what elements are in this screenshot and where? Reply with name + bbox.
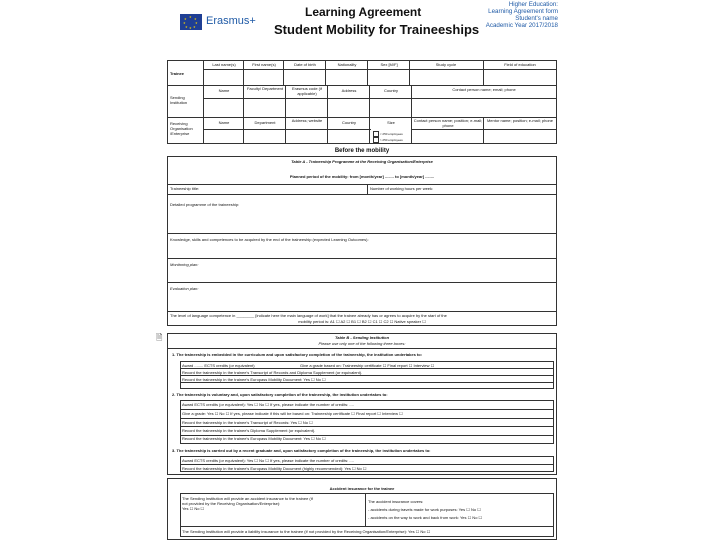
- size-option-label: > 250 employees: [379, 137, 403, 142]
- table-b-title: Table B - Sending Institution: [334, 335, 390, 340]
- planned-period: Planned period of the mobility: from [month/year] ........ to [month/year] ........: [289, 174, 435, 179]
- document-icon: 🗎: [156, 333, 163, 342]
- receiving-label: Receiving Organisation /Enterprise: [170, 121, 193, 136]
- working-hours-label: Number of working hours per week:: [370, 186, 434, 191]
- trainee-label: Trainee: [170, 71, 185, 76]
- row-text: Record the traineeship in the trainee's Europass Mobility Document: Yes ☐ No ☐: [182, 436, 326, 441]
- insurance-text: The Sending Institution will provide an accident insurance to the trainee (if: [182, 496, 313, 501]
- sending-label: Sending Institution: [170, 95, 188, 105]
- insurance-left: [182, 496, 362, 511]
- traineeship-title-label: Traineeship title:: [170, 186, 200, 191]
- header-cell: Study cycle: [435, 62, 457, 67]
- row-text: Give a grade: Yes ☐ No ☐ If yes, please indicate if this will be based on: Traineeship certificate ☐ Final report ☐ Interview ☐: [182, 411, 403, 416]
- erasmus-logo: Erasmus+: [206, 15, 256, 27]
- insurance-text: - accidents on the way to work and back from work: Yes ☐ No ☐: [368, 515, 483, 520]
- knowledge-skills-label: Knowledge, skills and competences to be acquired by the end of the traineeship (expected Learning Outcomes):: [170, 237, 369, 242]
- header-cell: Department: [254, 120, 276, 125]
- row-text: Award ........ ECTS credits (or equivalent): [182, 363, 255, 368]
- header-cell: Mentor name; position; e-mail; phone: [486, 118, 554, 123]
- header-line: Higher Education:: [508, 1, 558, 8]
- evaluation-plan-label: Evaluation plan:: [170, 286, 199, 291]
- liability-line: The Sending Institution will provide a liability insurance to the trainee (if not provided by the Receiving Organisation/Enterprise): Yes ☐ No ☐: [182, 529, 431, 534]
- size-option-label: < 250 employees: [379, 131, 403, 136]
- header-cell: Country: [341, 120, 356, 125]
- row-text: Record the traineeship in the trainee's Europass Mobility Document: Yes ☐ No ☐: [182, 377, 326, 382]
- before-mobility-heading: Before the mobility: [334, 148, 390, 154]
- eu-flag-logo: ★ ★ ★ ★ ★ ★ ★ ★: [180, 14, 202, 30]
- row-text: Record the traineeship in the trainee's Diploma Supplement (or equivalent).: [182, 428, 316, 433]
- document-title: Learning Agreement: [305, 5, 422, 19]
- header-cell: Size: [387, 120, 395, 125]
- header-cell: Contact person name; position; e-mail; phone: [413, 118, 483, 128]
- row-text: Give a grade based on: Traineeship certificate ☐ Final report ☐ Interview ☐: [300, 363, 435, 368]
- insurance-right: [368, 499, 552, 520]
- section-1-heading: 1. The traineeship is embedded in the curriculum and upon satisfactory completion of the traineeship, the institution undertakes to:: [172, 352, 423, 357]
- insurance-text: Yes ☐ No ☐: [182, 506, 205, 511]
- size-large-checkbox[interactable]: [373, 137, 379, 143]
- row-text: Award ECTS credits (or equivalent): Yes ☐ No ☐ If yes, please indicate the number of credits: ....: [182, 402, 354, 407]
- header-cell: Name: [218, 120, 230, 125]
- insurance-text: The accident insurance covers:: [368, 499, 424, 504]
- row-text: Award ECTS credits (or equivalent): Yes ☐ No ☐ If yes, please indicate the number of credits: ....: [182, 458, 354, 463]
- section-1-rows: [182, 363, 552, 382]
- header-cell: Sex [M/F]: [380, 62, 398, 67]
- table-b-note: Please use only one of the following three boxes:: [318, 341, 406, 346]
- insurance-text: - accidents during travels made for work purposes: Yes ☐ No ☐: [368, 507, 481, 512]
- header-cell: Date of birth: [294, 62, 316, 67]
- size-options: [372, 131, 412, 143]
- header-line: Student's name: [515, 15, 558, 22]
- insurance-text: not provided by the Receiving Organisation/Enterprise):: [182, 501, 281, 506]
- language-line-1: The level of language competence in ________ [indicate here the main language of work] that the trainee already has or agrees to acquire by the start of the: [170, 313, 447, 318]
- header-cell: Erasmus code (if applicable): [291, 86, 322, 96]
- detailed-programme-label: Detailed programme of the traineeship:: [170, 202, 240, 207]
- table-a-title: Table A - Traineeship Programme at the Receiving Organisation/Enterprise: [291, 159, 433, 164]
- parties-table: [167, 60, 557, 144]
- header-cell: Field of education: [504, 62, 536, 67]
- header-cell: Name: [218, 88, 230, 93]
- header-cell: Address: [341, 88, 357, 93]
- header-cell: Nationality: [337, 62, 357, 67]
- row-text: Record the traineeship in the trainee's Transcript of Records: Yes ☐ No ☐: [182, 420, 313, 425]
- document-subtitle: Student Mobility for Traineeships: [274, 22, 480, 37]
- language-line-2: mobility period is: A1 ☐ A2 ☐ B1 ☐ B2 ☐ C1 ☐ C2 ☐ Native speaker ☐: [298, 319, 426, 324]
- header-cell: Faculty/ Department: [246, 86, 283, 91]
- section-3-heading: 3. The traineeship is carried out by a recent graduate and, upon satisfactory completion of the traineeship, the institution undertakes to:: [172, 448, 431, 453]
- header-cell: First name(s): [252, 62, 276, 67]
- header-right-block: [468, 1, 558, 29]
- header-cell: Address; website: [291, 118, 323, 123]
- header-cell: Country: [383, 88, 398, 93]
- row-text: Record the traineeship in the trainee's Transcript of Records and Diploma Supplement (or equivalent).: [182, 370, 363, 375]
- header-line: Learning Agreement form: [488, 8, 558, 15]
- header-cell: Contact person name; email; phone: [452, 87, 516, 92]
- header-cell: Last name(s): [212, 62, 236, 67]
- insurance-heading: Accident insurance for the trainee: [329, 486, 395, 491]
- section-2-heading: 2. The traineeship is voluntary and, upon satisfactory completion of the traineeship, the institution undertakes to:: [172, 392, 388, 397]
- monitoring-plan-label: Monitoring plan:: [170, 262, 199, 267]
- header-line: Academic Year 2017/2018: [485, 22, 558, 29]
- row-text: Record the traineeship in the trainee's Europass Mobility Document (highly recommended): Yes ☐ No ☐: [182, 466, 367, 471]
